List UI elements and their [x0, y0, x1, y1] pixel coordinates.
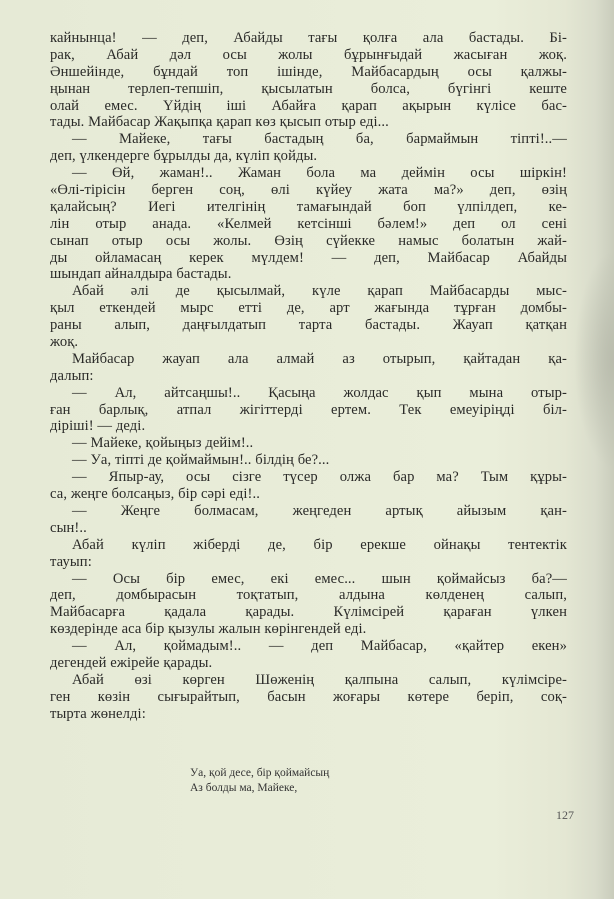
- text-line: Абай күліп жіберді де, бір ерекше ойнақы тентектік: [72, 536, 567, 553]
- text-line: қыл еткендей мырс етті де, арт жағында тұрған домбы-: [50, 300, 567, 317]
- text-line: — Жеңге болмасам, жеңгеден артық айызым қан-: [72, 502, 567, 519]
- text-line: Абай әлі де қысылмай, күле қарап Майбасарды мыс-: [72, 283, 567, 300]
- verse-line: Уа, қой десе, бір қоймайсың: [190, 767, 330, 779]
- text-line: — Майеке, қойыңыз дейім!..: [72, 435, 254, 452]
- text-line: сынап отыр осы жолы. Өзің сүйекке намыс болатын жай-: [50, 232, 567, 249]
- verse-line: Аз болды ма, Майеке,: [190, 782, 298, 794]
- text-line: тауып:: [50, 553, 92, 570]
- text-line: Майбасарға қадала қарады. Күлімсірей қараған үлкен: [50, 604, 567, 621]
- text-line: са, жеңге болсаңыз, бір сәрі еді!..: [50, 486, 260, 503]
- text-line: далып:: [50, 367, 94, 384]
- verse-block: [190, 766, 329, 796]
- text-line: деп, үлкендерге бұрылды да, күліп қойды.: [50, 148, 318, 165]
- text-line: — Өй, жаман!.. Жаман бола ма деймін осы шіркін!: [72, 165, 567, 182]
- text-line: раны алып, даңғылдатып тарта бастады. Жауап қатқан: [50, 317, 567, 334]
- book-page-text: [50, 30, 567, 723]
- text-line: — Ал, қоймадым!.. — деп Майбасар, «қайтер екен»: [72, 638, 567, 655]
- text-line: рак, Абай дәл осы жолы бұрынғыдай жасыған жоқ.: [50, 46, 567, 63]
- text-line: кайнынца! — деп, Абайды тағы қолға ала бастады. Бі-: [50, 30, 567, 46]
- text-line: — Осы бір емес, екі емес... шын қоймайсыз ба?—: [72, 570, 567, 587]
- text-line: жоқ.: [50, 334, 79, 351]
- text-line: — Уа, тіпті де қоймаймын!.. білдің бе?...: [72, 452, 330, 469]
- text-line: сын!..: [50, 519, 87, 536]
- text-line: діріші! — деді.: [50, 418, 146, 435]
- text-line: тады. Майбасар Жақыпқа қарап көз қысып отыр еді...: [50, 114, 389, 131]
- text-line: лін отыр анада. «Келмей кетсінші бәлем!» деп ол сені: [50, 215, 567, 232]
- text-line: — Майеке, тағы бастадың ба, бармаймын тіпті!..—: [72, 131, 567, 148]
- text-line: дегендей ежірейе қарады.: [50, 654, 213, 671]
- text-line: ды ойламасаң керек мүлдем! — деп, Майбасар Абайды: [50, 249, 567, 266]
- text-line: — Ал, айтсаңшы!.. Қасыңа жолдас қып мына отыр-: [72, 384, 567, 401]
- text-line: тырта жөнелді:: [50, 705, 146, 722]
- text-line: «Өлі-тірісін берген соң, өлі күйеу жата ма?» деп, өзің: [50, 182, 567, 199]
- text-line: ген көзін сығырайтып, басын жоғары көтере беріп, соқ-: [50, 688, 567, 705]
- text-line: деп, домбырасын тоқтатып, алдына көлденең салып,: [50, 587, 567, 604]
- text-line: көздерінде аса бір қызулы жалын көрінгендей еді.: [50, 621, 367, 638]
- text-line: — Япыр-ау, осы сізге түсер олжа бар ма? Тым құры-: [72, 469, 567, 486]
- text-line: Майбасар жауап ала алмай аз отырып, қайтадан қа-: [72, 350, 567, 367]
- text-line: қалайсың? Иегі ителгінің тамағындай боп үлпілдеп, ке-: [50, 198, 567, 215]
- text-line: ңынан терлеп-тепшіп, қысылатын болса, бүгінгі кеште: [50, 80, 567, 97]
- page-shadow: [574, 250, 614, 470]
- text-line: ған барлық, атпал жігіттерді ертем. Тек емеуіріңді біл-: [50, 401, 567, 418]
- text-line: олай емес. Үйдің іші Абайға қарап ақырын күлісе бас-: [50, 97, 567, 114]
- text-line: Әншейінде, бұндай топ ішінде, Майбасардың осы қалжы-: [50, 63, 567, 80]
- text-line: Абай өзі көрген Шөженің қалпына салып, күлімсіре-: [72, 671, 567, 688]
- page-number: 127: [556, 808, 574, 822]
- text-line: шындап айналдыра бастады.: [50, 266, 232, 283]
